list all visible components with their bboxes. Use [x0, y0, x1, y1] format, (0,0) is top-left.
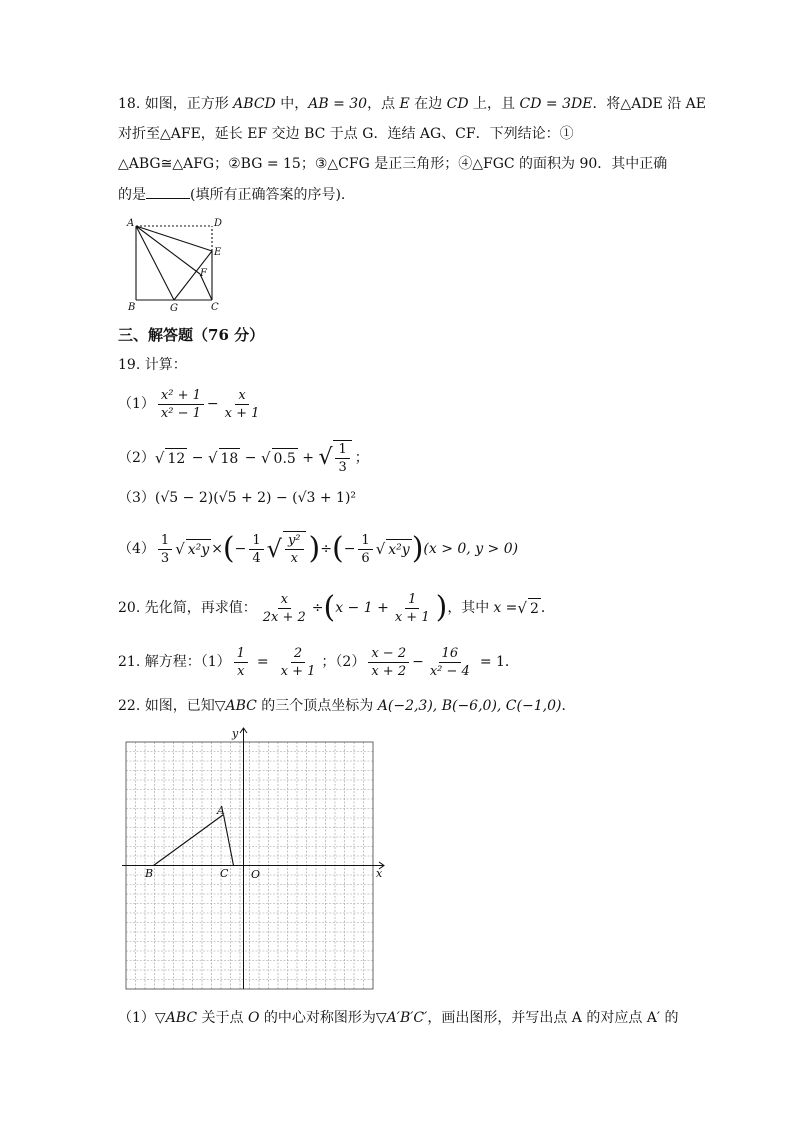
q18-text: 上，且	[468, 96, 520, 112]
q21-text: 21. 解方程：（1）	[118, 654, 231, 670]
fraction	[333, 440, 351, 476]
denominator: 3	[160, 550, 170, 566]
q22-text: 22. 如图，已知▽	[118, 698, 226, 714]
radical-icon: √	[207, 449, 218, 467]
expression: x − 1 +	[335, 600, 389, 616]
label-a: A	[127, 218, 135, 229]
q19-intro: 19. 计算：	[118, 357, 187, 373]
q21-text: = 1．	[479, 654, 519, 670]
denominator: 6	[361, 550, 370, 566]
q21	[118, 642, 519, 682]
punct: ；	[354, 450, 369, 466]
paren-close: )	[308, 531, 321, 566]
fraction	[358, 532, 372, 567]
operator: +	[297, 450, 319, 466]
paren-open: (	[331, 531, 344, 566]
part-label: （2）	[118, 450, 155, 466]
coordinates: A(−2,3), B(−6,0), C(−1,0)	[377, 698, 562, 714]
fraction	[392, 591, 433, 626]
q19-part3	[118, 488, 356, 508]
radicand: 2	[528, 598, 541, 619]
denominator: x + 1	[394, 609, 430, 625]
answer-blank	[146, 184, 190, 199]
punct: ．	[561, 698, 576, 714]
operator: ×	[211, 541, 223, 557]
radicand: x²y	[186, 539, 211, 560]
numerator: x² + 1	[158, 387, 204, 405]
fraction	[427, 645, 473, 680]
denominator: 4	[252, 550, 261, 566]
variable: x =	[493, 600, 518, 616]
label-b: B	[145, 867, 154, 880]
radical-icon: √	[154, 449, 165, 467]
triangle-name: ABC	[225, 698, 257, 714]
q19-part4	[118, 526, 518, 572]
q22-1-text: 的中心对称图形为▽	[259, 1010, 387, 1026]
point-o: O	[247, 1010, 260, 1026]
part-label: （4）	[118, 541, 155, 557]
numerator: 2	[291, 645, 305, 663]
radicand: 12	[165, 448, 187, 469]
numerator: 1	[234, 645, 248, 663]
operator: −	[412, 654, 424, 670]
q18-text: ．将△ADE 沿 AE	[592, 96, 706, 112]
numerator: 1	[405, 591, 419, 609]
denominator: 2x + 2	[262, 609, 306, 625]
q20	[118, 588, 555, 628]
square-figure	[124, 214, 234, 314]
label-e: E	[214, 247, 222, 258]
radical-icon: √	[175, 540, 185, 558]
q18-text: (填所有正确答案的序号).	[190, 187, 346, 203]
numerator: 1	[249, 532, 263, 550]
numerator: 1	[335, 441, 349, 459]
fraction	[158, 532, 172, 567]
denominator: x + 1	[280, 663, 316, 679]
denominator: x	[290, 551, 298, 566]
operator: −	[240, 450, 261, 466]
numerator: x − 2	[368, 645, 409, 663]
denominator: x	[237, 663, 245, 679]
radicand: x²y	[386, 539, 411, 560]
fraction	[234, 645, 248, 680]
label-o: O	[251, 868, 261, 881]
operator: ÷	[320, 541, 332, 557]
label-d: D	[214, 218, 223, 229]
q18-line4	[118, 184, 345, 205]
numerator: x	[278, 591, 291, 609]
q18-text: 18. 如图，正方形	[118, 96, 234, 112]
fraction	[278, 645, 319, 680]
q19-part2	[118, 438, 369, 478]
q21-text: ；（2）	[321, 654, 366, 670]
ab-expression: AB = 30	[308, 96, 368, 112]
numerator: x	[235, 387, 248, 405]
q18-line3: △ABG≅△AFG；②BG = 15；③△CFG 是正三角形；④△FGC 的面积为 90．其中正确	[118, 156, 668, 172]
denominator: x² − 4	[429, 663, 470, 679]
fraction	[158, 387, 204, 422]
fraction	[283, 531, 306, 567]
section-title: 三、解答题（76 分）	[118, 326, 265, 344]
condition: (x > 0, y > 0)	[423, 541, 519, 557]
label-g: G	[170, 303, 178, 314]
segment-af	[136, 226, 200, 274]
radical-icon: √	[517, 599, 527, 617]
label-f: F	[200, 268, 207, 279]
part-label: （3）	[118, 490, 155, 506]
q18-line1	[118, 94, 706, 114]
fraction	[222, 387, 263, 422]
label-a: A	[217, 804, 225, 817]
radicand: 0.5	[272, 448, 298, 469]
fraction	[249, 532, 263, 567]
minus-sign: −	[234, 541, 247, 557]
fraction	[368, 645, 409, 680]
radical-icon: √	[375, 540, 386, 558]
expression: (√5 − 2)(√5 + 2) − (√3 + 1)²	[154, 490, 357, 506]
numerator: y²	[285, 532, 304, 550]
segment-ac	[224, 815, 234, 866]
q22-part1	[118, 1008, 679, 1028]
operator: ÷	[311, 600, 324, 616]
q22-1-text: ，画出图形，并写出点 A 的对应点 A′ 的	[427, 1010, 679, 1026]
q20-text: ，其中	[447, 600, 490, 616]
operator: −	[206, 396, 219, 412]
q18-text: ，点	[367, 96, 400, 112]
operator: −	[187, 450, 208, 466]
operator: =	[256, 654, 269, 670]
label-b: B	[128, 302, 136, 313]
q18-line2: 对折至△AFE，延长 EF 交边 BC 于点 G．连结 AG、CF．下列结论：①	[118, 126, 574, 142]
fraction	[260, 591, 309, 626]
denominator: 3	[338, 460, 347, 475]
q22-text: 的三个顶点坐标为	[256, 698, 378, 714]
label-c: C	[211, 302, 219, 313]
q22	[118, 696, 575, 716]
label-x: x	[376, 867, 383, 880]
segment-cd: CD	[446, 96, 469, 112]
label-y: y	[232, 727, 239, 740]
paren-open: (	[222, 531, 235, 566]
q18-text: 的是	[118, 187, 146, 203]
square-name: ABCD	[233, 96, 276, 112]
numerator: 1	[358, 532, 372, 550]
coordinate-grid	[118, 726, 390, 992]
q20-text: 20. 先化简，再求值：	[118, 600, 257, 616]
part-label: （1）	[118, 396, 155, 412]
q19-part1	[118, 384, 265, 424]
numerator: 1	[158, 532, 172, 550]
triangle-name: ABC	[165, 1010, 198, 1026]
q22-1-text: （1）▽	[118, 1010, 166, 1026]
radicand: 18	[219, 448, 241, 469]
q22-1-text: 关于点	[197, 1010, 248, 1026]
point-e: E	[399, 96, 410, 112]
image-triangle-name: A′B′C′	[386, 1010, 428, 1026]
radical-icon: √	[266, 535, 282, 563]
numerator: 16	[439, 645, 462, 663]
cd-expression: CD = 3DE	[519, 96, 593, 112]
paren-open: (	[323, 590, 336, 625]
radical-icon: √	[318, 445, 333, 470]
radical-icon: √	[260, 449, 271, 467]
q18-text: 中，	[275, 96, 309, 112]
paren-close: )	[411, 531, 424, 566]
denominator: x + 1	[224, 405, 260, 421]
minus-sign: −	[343, 541, 356, 557]
q18-text: 在边	[409, 96, 447, 112]
label-c: C	[220, 867, 229, 880]
punct: ．	[540, 600, 555, 616]
paren-close: )	[435, 590, 448, 625]
denominator: x² − 1	[160, 405, 201, 421]
denominator: x + 2	[371, 663, 407, 679]
